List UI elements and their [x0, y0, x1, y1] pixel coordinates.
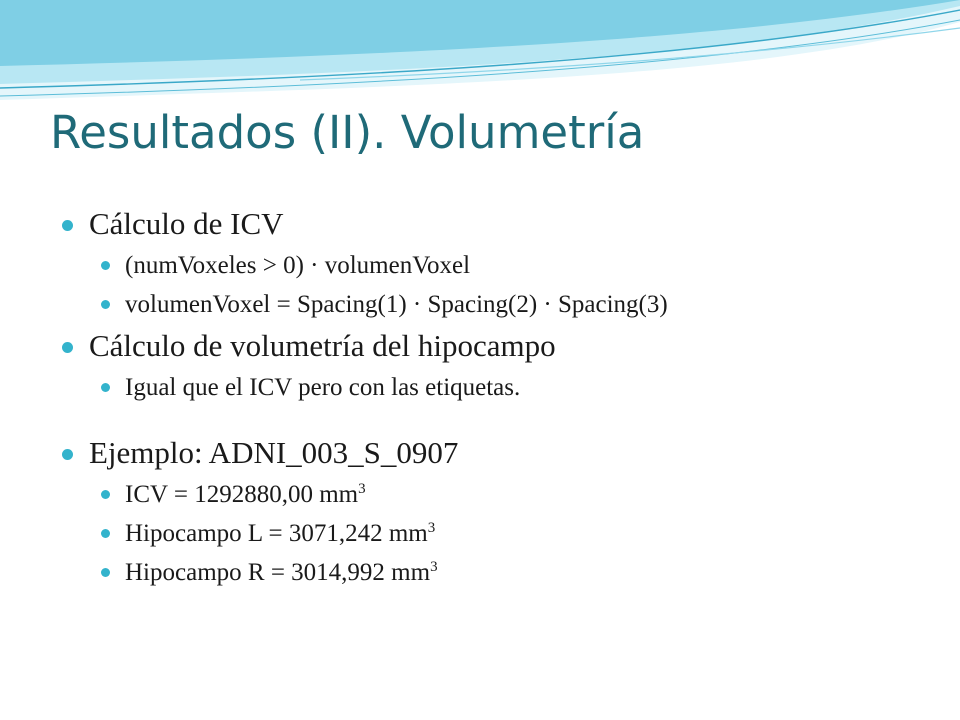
- bullet-heading: Ejemplo: ADNI_003_S_0907: [89, 435, 459, 470]
- sub-bullet-text: Igual que el ICV pero con las etiquetas.: [125, 374, 521, 401]
- superscript: 3: [358, 481, 366, 497]
- bullet-example: [62, 431, 932, 475]
- slide-title: Resultados (II). Volumetría: [50, 106, 645, 159]
- bullet-heading: Cálculo de ICV: [89, 206, 284, 241]
- bullet-dot-icon: [101, 568, 110, 577]
- bullet-list: [62, 202, 932, 592]
- sub-bullet: [98, 246, 932, 285]
- bullet-hippocampus-volumetry: [62, 324, 932, 368]
- sub-bullet-text: Hipocampo R = 3014,992 mm: [125, 559, 431, 586]
- bullet-dot-icon: [101, 490, 110, 499]
- sub-bullet: [98, 553, 932, 592]
- bullet-dot-icon: [62, 220, 73, 231]
- bullet-dot-icon: [101, 383, 110, 392]
- sub-bullet: [98, 475, 932, 514]
- bullet-dot-icon: [101, 300, 110, 309]
- bullet-dot-icon: [62, 449, 73, 460]
- sub-bullet: [98, 285, 932, 324]
- sub-bullet-text: volumenVoxel = Spacing(1) · Spacing(2) · Spacing(3): [125, 291, 668, 318]
- slide-content: [62, 202, 932, 592]
- sub-bullet-text: ICV = 1292880,00 mm: [125, 481, 359, 508]
- bullet-dot-icon: [62, 342, 73, 353]
- header-wave-decoration: [0, 0, 960, 110]
- sub-bullet-text: (numVoxeles > 0) · volumenVoxel: [125, 252, 471, 279]
- sub-bullet: [98, 368, 932, 407]
- bullet-dot-icon: [101, 261, 110, 270]
- superscript: 3: [427, 520, 436, 536]
- bullet-heading: Cálculo de volumetría del hipocampo: [89, 328, 556, 363]
- superscript: 3: [430, 559, 438, 575]
- bullet-icv-calculation: [62, 202, 932, 246]
- sub-bullet: [98, 514, 932, 553]
- bullet-dot-icon: [101, 529, 110, 538]
- sub-bullet-text: Hipocampo L = 3071,242 mm: [125, 520, 428, 547]
